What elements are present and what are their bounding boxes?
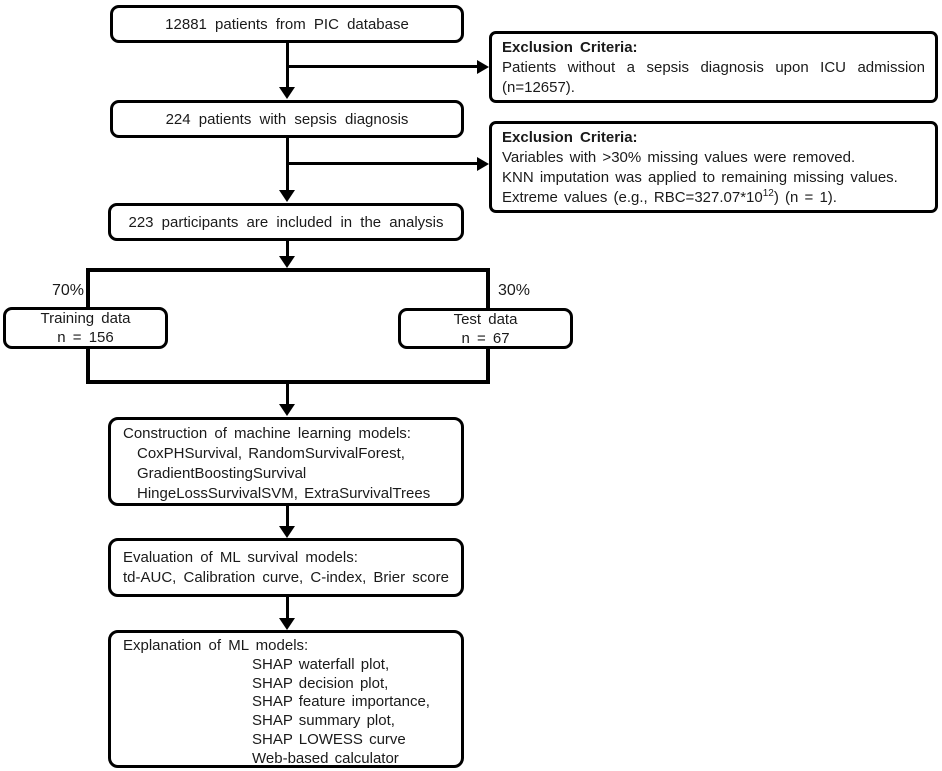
exclusion2-line3-post: ) (n = 1). — [773, 189, 837, 206]
box-included-participants-label: 223 participants are included in the analysis — [128, 213, 444, 231]
explanation-item: Web-based calculator — [252, 749, 399, 767]
training-data-count: n = 156 — [57, 329, 114, 346]
explanation-item-list — [252, 656, 449, 769]
explanation-title: Explanation of ML models: — [123, 637, 309, 654]
arrow-box3-to-split-head-icon — [279, 256, 295, 268]
box-model-evaluation — [108, 538, 464, 597]
box-test-data — [398, 308, 573, 349]
test-data-label: Test data — [453, 310, 518, 328]
arrow-evaluation-to-explanation-head-icon — [279, 618, 295, 630]
arrow-box1-to-box2-head-icon — [279, 87, 295, 99]
arrow-branch-exclusion2-head-icon — [477, 157, 489, 171]
box-pic-database-label: 12881 patients from PIC database — [165, 15, 409, 33]
explanation-item: SHAP LOWESS curve — [252, 730, 406, 748]
arrow-branch-exclusion1-stem — [286, 65, 478, 68]
arrow-split-to-construction-head-icon — [279, 404, 295, 416]
arrow-evaluation-to-explanation-stem — [286, 597, 289, 619]
explanation-item: SHAP summary plot, — [252, 712, 395, 730]
construction-models-1: CoxPHSurvival, RandomSurvivalForest, — [137, 445, 405, 462]
test-data-count: n = 67 — [461, 329, 510, 347]
box-exclusion-criteria-2 — [489, 121, 938, 213]
box-exclusion-criteria-1 — [489, 31, 938, 103]
explanation-item: SHAP decision plot, — [252, 674, 389, 692]
arrow-split-to-construction-stem — [286, 382, 289, 405]
exclusion2-line2: KNN imputation was applied to remaining missing values. — [502, 169, 898, 186]
evaluation-metrics: td-AUC, Calibration curve, C-index, Brier score — [123, 569, 449, 586]
split-left-percentage: 70% — [51, 282, 84, 299]
training-data-label: Training data — [40, 310, 131, 327]
exclusion2-line3-pre: Extreme values (e.g., RBC=327.07*10 — [502, 189, 763, 206]
explanation-item: SHAP waterfall plot, — [252, 655, 390, 673]
box-pic-database — [110, 5, 464, 43]
arrow-box2-to-box3-head-icon — [279, 190, 295, 202]
box-included-participants — [108, 203, 464, 241]
arrow-construction-to-evaluation-head-icon — [279, 526, 295, 538]
arrow-construction-to-evaluation-stem — [286, 506, 289, 527]
exclusion2-line3 — [502, 188, 925, 208]
exclusion2-title: Exclusion Criteria: — [502, 129, 638, 146]
evaluation-title: Evaluation of ML survival models: — [123, 549, 358, 566]
split-right-percentage: 30% — [498, 282, 531, 299]
construction-models-3: HingeLossSurvivalSVM, ExtraSurvivalTrees — [137, 485, 431, 502]
exclusion2-line3-sup: 12 — [762, 188, 774, 199]
exclusion1-title: Exclusion Criteria: — [502, 39, 638, 56]
construction-title: Construction of machine learning models: — [123, 425, 411, 442]
arrow-branch-exclusion2-stem — [286, 162, 478, 165]
box-model-construction — [108, 417, 464, 506]
explanation-item: SHAP feature importance, — [252, 693, 430, 711]
exclusion1-body: Patients without a sepsis diagnosis upon ICU admission (n=12657). — [502, 59, 925, 96]
box-model-explanation — [108, 630, 464, 768]
box-sepsis-diagnosis — [110, 100, 464, 138]
exclusion2-line1: Variables with >30% missing values were removed. — [502, 149, 856, 166]
construction-models-2: GradientBoostingSurvival — [137, 465, 307, 482]
box-sepsis-diagnosis-label: 224 patients with sepsis diagnosis — [165, 110, 409, 128]
arrow-branch-exclusion1-head-icon — [477, 60, 489, 74]
box-training-data — [3, 307, 168, 349]
